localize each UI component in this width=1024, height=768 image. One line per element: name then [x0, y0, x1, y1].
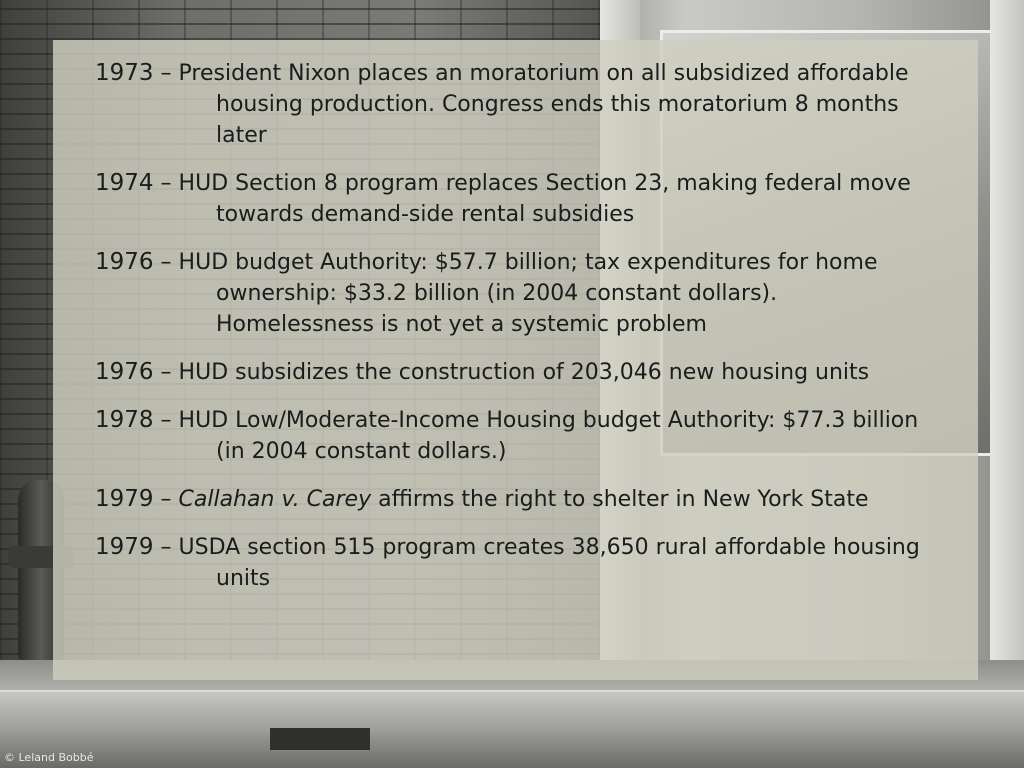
timeline-dash: –: [153, 408, 179, 433]
photo-credit: © Leland Bobbé: [4, 751, 94, 764]
timeline-entry: [95, 484, 938, 515]
timeline-year: 1974: [95, 170, 154, 196]
timeline-panel: [53, 40, 978, 680]
timeline-year: 1979: [95, 486, 154, 512]
timeline-dash: –: [153, 360, 179, 385]
storm-drain: [270, 728, 370, 750]
case-name: Callahan v. Carey: [178, 487, 372, 512]
timeline-dash: –: [153, 61, 179, 86]
timeline-year: 1978: [95, 407, 154, 433]
timeline-dash: –: [153, 250, 179, 275]
timeline-entry: [95, 405, 938, 467]
timeline-entry: [95, 532, 938, 594]
timeline-dash: –: [153, 171, 179, 196]
timeline-entry: [95, 247, 938, 340]
curb: [0, 690, 1024, 732]
timeline-description: HUD budget Authority: $57.7 billion; tax expenditures for home ownership: $33.2 billion (in 2004 constant dollars). Homelessness is not yet a systemic problem: [178, 250, 878, 337]
timeline-entry: [95, 357, 938, 388]
timeline-description: HUD Low/Moderate-Income Housing budget Authority: $77.3 billion (in 2004 constant dollars.): [178, 408, 919, 464]
timeline-year: 1976: [95, 359, 154, 385]
timeline-year: 1979: [95, 534, 154, 560]
timeline-entry: [95, 58, 938, 151]
timeline-dash: –: [153, 535, 179, 560]
timeline-description: HUD Section 8 program replaces Section 23, making federal move towards demand-side rental subsidies: [178, 171, 911, 227]
timeline-year: 1976: [95, 249, 154, 275]
timeline-year: 1973: [95, 60, 154, 86]
storefront-pillar: [990, 0, 1024, 690]
timeline-description: affirms the right to shelter in New York State: [371, 487, 869, 512]
timeline-dash: –: [153, 487, 179, 512]
timeline-entry: [95, 168, 938, 230]
timeline-description: USDA section 515 program creates 38,650 rural affordable housing units: [178, 535, 920, 591]
timeline-description: HUD subsidizes the construction of 203,046 new housing units: [178, 360, 870, 385]
timeline-description: President Nixon places an moratorium on all subsidized affordable housing production. Congress ends this moratorium 8 months later: [178, 61, 909, 148]
